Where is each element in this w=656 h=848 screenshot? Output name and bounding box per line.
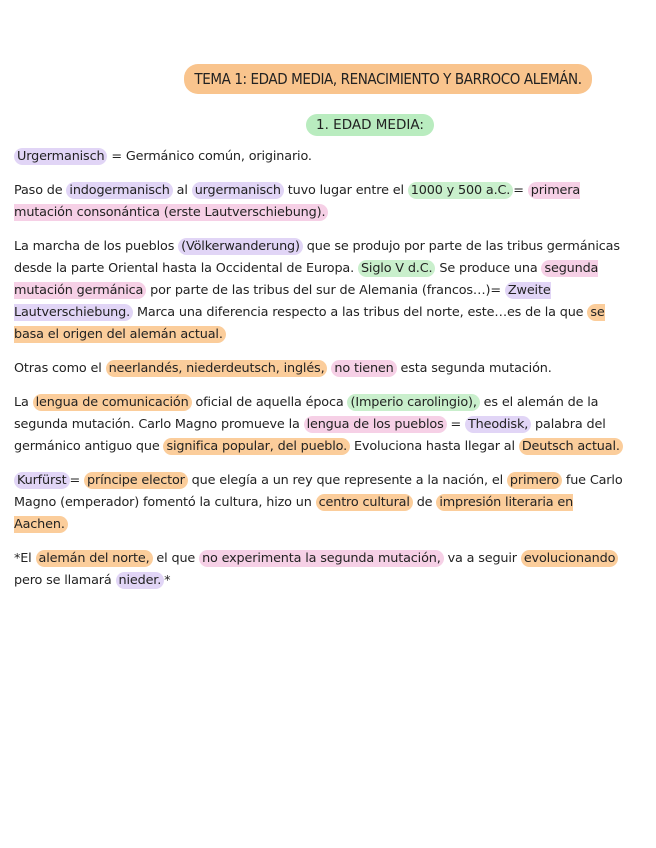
highlighted-term: segunda mutación germánica xyxy=(14,261,599,298)
paragraph-text: palabra del germánico antiguo que xyxy=(14,417,606,454)
note-paragraph xyxy=(14,548,626,592)
highlighted-term: príncipe elector xyxy=(84,472,188,489)
section-heading-text: 1. EDAD MEDIA: xyxy=(306,114,434,136)
paragraph-text: = Germánico común, originario. xyxy=(107,149,312,164)
note-paragraph xyxy=(14,146,626,168)
highlighted-term: no tienen xyxy=(331,360,396,377)
highlighted-term: lengua de los pueblos xyxy=(304,416,447,433)
paragraph-text: es el alemán de la segunda mutación. Carlo Magno promueve la xyxy=(14,395,599,432)
highlighted-term: no experimenta la segunda mutación, xyxy=(199,550,444,567)
page-title-text: TEMA 1: EDAD MEDIA, RENACIMIENTO Y BARROCO ALEMÁN. xyxy=(184,64,591,94)
paragraph-text: La marcha de los pueblos xyxy=(14,239,179,254)
paragraph-text: = xyxy=(513,183,528,198)
paragraph-text: Otras como el xyxy=(14,361,106,376)
page-title xyxy=(194,60,582,98)
paragraph-text: de xyxy=(412,495,437,510)
highlighted-term: centro cultural xyxy=(316,494,413,511)
paragraph-text: La xyxy=(14,395,33,410)
highlighted-term: indogermanisch xyxy=(66,182,172,199)
note-paragraph xyxy=(14,180,626,224)
highlighted-term: impresión literaria en Aachen. xyxy=(14,495,574,532)
highlighted-term: evolucionando xyxy=(521,550,618,567)
paragraph-text: pero se llamará xyxy=(14,573,116,588)
highlighted-term: 1000 y 500 a.C. xyxy=(408,182,513,199)
highlighted-term: (Imperio carolingio), xyxy=(347,394,479,411)
highlighted-term: primera mutación consonántica (erste Lautverschiebung). xyxy=(14,183,581,220)
paragraph-text: * xyxy=(164,573,171,588)
highlighted-term: nieder. xyxy=(116,572,165,589)
paragraph-text: *El xyxy=(14,551,36,566)
highlighted-term: alemán del norte, xyxy=(36,550,153,567)
note-paragraph xyxy=(14,358,626,380)
highlighted-term: se basa el origen del alemán actual. xyxy=(14,305,605,342)
highlighted-term: Kurfürst xyxy=(14,472,70,489)
highlighted-term: lengua de comunicación xyxy=(33,394,192,411)
paragraph-text: fue Carlo Magno (emperador) fomentó la cultura, hizo un xyxy=(14,473,623,510)
paragraph-text: Paso de xyxy=(14,183,67,198)
paragraph-text: que elegía a un rey que represente a la nación, el xyxy=(187,473,507,488)
paragraph-text: Se produce una xyxy=(435,261,542,276)
highlighted-term: Deutsch actual. xyxy=(519,438,623,455)
highlighted-term: (Völkerwanderung) xyxy=(178,238,303,255)
paragraph-text: tuvo lugar entre el xyxy=(283,183,408,198)
highlighted-term: Siglo V d.C. xyxy=(358,260,435,277)
paragraph-text: = xyxy=(69,473,84,488)
highlighted-term: Zweite Lautverschiebung. xyxy=(14,283,551,320)
paragraph-text: al xyxy=(172,183,192,198)
highlighted-term: primero xyxy=(507,472,562,489)
paragraph-text: Marca una diferencia respecto a las tribus del norte, este…es de la que xyxy=(133,305,588,320)
notes-body xyxy=(14,146,626,604)
paragraph-text: Evoluciona hasta llegar al xyxy=(350,439,519,454)
highlighted-term: urgermanisch xyxy=(192,182,284,199)
paragraph-text: va a seguir xyxy=(443,551,521,566)
highlighted-term: significa popular, del pueblo. xyxy=(163,438,350,455)
note-paragraph xyxy=(14,236,626,346)
paragraph-text: el que xyxy=(152,551,200,566)
paragraph-text: por parte de las tribus del sur de Alemania (francos…)= xyxy=(146,283,505,298)
section-heading xyxy=(306,112,434,138)
highlighted-term: neerlandés, niederdeutsch, inglés, xyxy=(106,360,328,377)
paragraph-text: oficial de aquella época xyxy=(191,395,348,410)
highlighted-term: Urgermanisch xyxy=(14,148,107,165)
paragraph-text: que se produjo por parte de las tribus germánicas desde la parte Oriental hasta la Occidental de Europa. xyxy=(14,239,620,276)
note-paragraph xyxy=(14,470,626,536)
paragraph-text: = xyxy=(446,417,466,432)
paragraph-text: esta segunda mutación. xyxy=(396,361,552,376)
highlighted-term: Theodisk, xyxy=(465,416,531,433)
note-paragraph xyxy=(14,392,626,458)
